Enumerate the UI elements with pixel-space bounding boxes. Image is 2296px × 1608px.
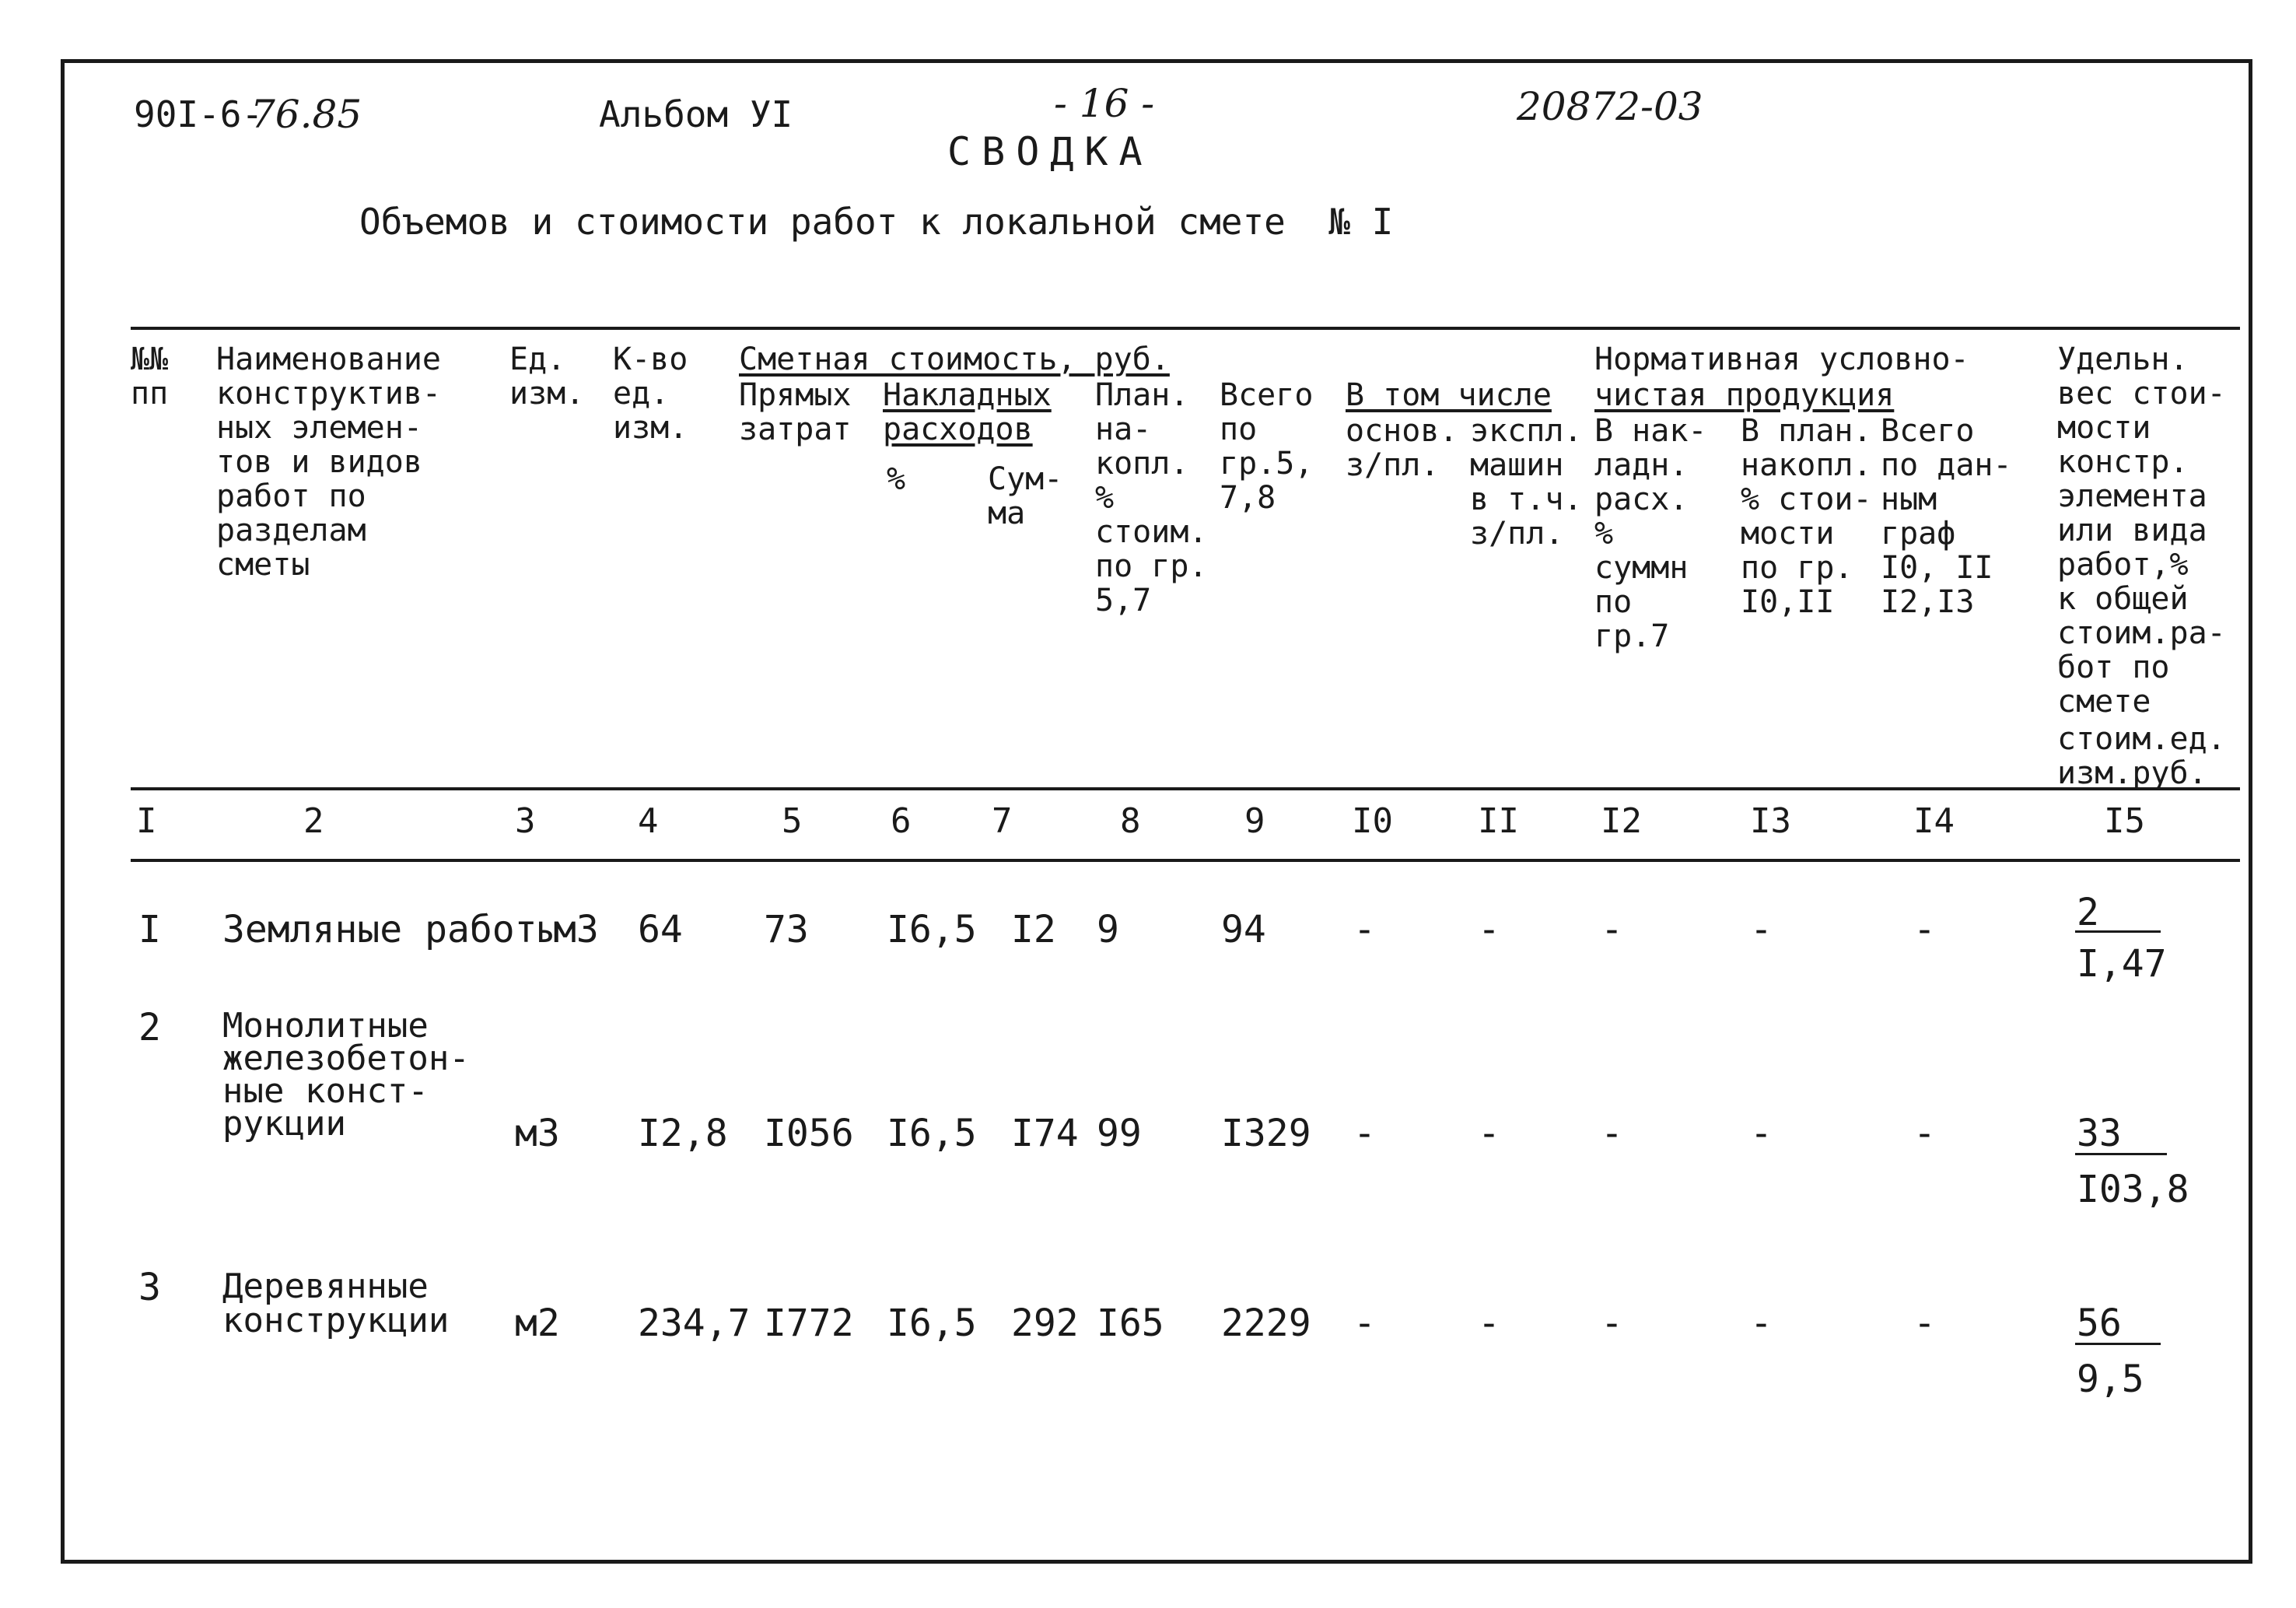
column-number-14: I4 <box>1913 801 1955 841</box>
doc-code: 90I-6- <box>134 93 264 135</box>
row-direct: I056 <box>764 1112 854 1155</box>
column-number-6: 6 <box>891 801 912 841</box>
document-title: СВОДКА <box>947 129 1153 174</box>
row-unit-cost: I03,8 <box>2077 1168 2189 1211</box>
row-unit-cost: 9,5 <box>2077 1358 2144 1401</box>
row-overhead-pct: I6,5 <box>887 1301 977 1345</box>
row-norm-total: - <box>1913 908 1936 951</box>
column-number-5: 5 <box>782 801 803 841</box>
row-machinery: - <box>1478 1301 1500 1345</box>
row-norm-overhead: - <box>1601 1301 1623 1345</box>
col-head-overhead: Накладных расходов <box>883 377 1052 447</box>
row-norm-plan: - <box>1750 908 1773 951</box>
row-total: I329 <box>1221 1112 1311 1155</box>
header-bottom-rule <box>131 787 2240 790</box>
column-number-4: 4 <box>638 801 659 841</box>
row-total: 94 <box>1221 908 1266 951</box>
row-qty: 64 <box>638 908 683 951</box>
page-number: - 16 - <box>1054 81 1155 126</box>
col-head-norm-overhead: В нак- ладн. расх. % суммн по гр.7 <box>1594 413 1707 654</box>
row-unit: м2 <box>515 1301 560 1345</box>
col-head-norm-plan: В план. накопл. % стои- мости по гр. I0,II <box>1741 413 1872 620</box>
col-head-machinery: экспл. машин в т.ч. з/пл. <box>1470 413 1583 552</box>
column-number-12: I2 <box>1601 801 1642 841</box>
row-machinery: - <box>1478 908 1500 951</box>
col-head-name: Наименование конструктив- ных элемен- тов и видов работ по разделам сметы <box>216 342 441 583</box>
table-top-rule <box>131 327 2240 330</box>
column-number-9: 9 <box>1244 801 1265 841</box>
row-norm-total: - <box>1913 1301 1936 1345</box>
row-plan: I65 <box>1097 1301 1164 1345</box>
row-share-pct: 33 <box>2077 1112 2122 1155</box>
col-head-group-incl: В том числе <box>1346 377 1552 413</box>
row-share-pct: 56 <box>2077 1301 2122 1345</box>
col-head-share-unit: стоим.ед. изм.руб. <box>2057 721 2226 791</box>
column-number-1: I <box>136 801 157 841</box>
column-number-8: 8 <box>1120 801 1141 841</box>
row-norm-plan: - <box>1750 1301 1773 1345</box>
col-head-unit: Ед. изм. <box>509 342 585 412</box>
row-number: 3 <box>138 1266 161 1309</box>
row-plan: 99 <box>1097 1112 1142 1155</box>
fraction-line <box>2075 1153 2167 1155</box>
doc-code-handwritten: 76.85 <box>250 92 362 137</box>
col-head-overhead-sum: Сум- ма <box>988 461 1063 531</box>
col-head-group-cost: Сметная стоимость, руб. <box>739 342 1170 377</box>
row-overhead-pct: I6,5 <box>887 908 977 951</box>
column-number-7: 7 <box>992 801 1013 841</box>
album-label: Альбом УI <box>599 93 793 135</box>
column-number-10: I0 <box>1352 801 1393 841</box>
col-head-norm-total: Всего по дан- ным граф I0, II I2,I3 <box>1881 413 2012 620</box>
col-head-overhead-pct: % <box>887 461 906 497</box>
row-share-pct: 2 <box>2077 891 2099 934</box>
row-machinery: - <box>1478 1112 1500 1155</box>
row-name: Деревянные конструкции <box>222 1266 450 1340</box>
row-number: I <box>138 908 161 951</box>
row-overhead-sum: I74 <box>1011 1112 1079 1155</box>
row-total: 2229 <box>1221 1301 1311 1345</box>
column-number-2: 2 <box>303 801 324 841</box>
row-plan: 9 <box>1097 908 1119 951</box>
col-head-share: Удельн. вес стои- мости констр. элемента или вида работ,% к общей стоим.ра- бот по смете <box>2057 342 2226 720</box>
row-unit-cost: I,47 <box>2077 942 2167 986</box>
column-number-3: 3 <box>515 801 536 841</box>
row-norm-total: - <box>1913 1112 1936 1155</box>
row-basic-wage: - <box>1353 1301 1376 1345</box>
row-direct: 73 <box>764 908 809 951</box>
col-head-total: Всего по гр.5, 7,8 <box>1220 377 1314 516</box>
column-number-15: I5 <box>2104 801 2145 841</box>
row-qty: 234,7 <box>638 1301 751 1345</box>
row-norm-plan: - <box>1750 1112 1773 1155</box>
row-qty: I2,8 <box>638 1112 728 1155</box>
fraction-line <box>2075 930 2161 933</box>
col-head-number: №№ пп <box>131 342 169 412</box>
col-head-direct: Прямых затрат <box>739 377 852 447</box>
row-name: Земляные работы <box>222 908 560 951</box>
col-head-group-norm: Нормативная условно- <box>1594 342 1969 377</box>
row-basic-wage: - <box>1353 1112 1376 1155</box>
row-unit: м3 <box>554 908 599 951</box>
column-number-13: I3 <box>1750 801 1791 841</box>
colnum-bottom-rule <box>131 859 2240 862</box>
row-overhead-pct: I6,5 <box>887 1112 977 1155</box>
col-head-basic-wage: основ. з/пл. <box>1346 413 1458 483</box>
row-norm-overhead: - <box>1601 908 1623 951</box>
row-norm-overhead: - <box>1601 1112 1623 1155</box>
row-unit: м3 <box>515 1112 560 1155</box>
row-overhead-sum: 292 <box>1011 1301 1079 1345</box>
row-name: Монолитные железобетон- ные конст- рукции <box>222 1006 470 1144</box>
project-number: 20872-03 <box>1517 84 1703 129</box>
col-head-qty: К-во ед. изм. <box>613 342 688 446</box>
col-head-group-norm2: чистая продукция <box>1594 377 1895 413</box>
document-subtitle: Объемов и стоимости работ к локальной смете № I <box>359 201 1394 243</box>
column-number-11: II <box>1478 801 1519 841</box>
row-basic-wage: - <box>1353 908 1376 951</box>
row-overhead-sum: I2 <box>1011 908 1056 951</box>
row-direct: I772 <box>764 1301 854 1345</box>
fraction-line <box>2075 1343 2161 1345</box>
col-head-plan: План. на- копл. % стоим. по гр. 5,7 <box>1095 377 1208 618</box>
row-number: 2 <box>138 1006 161 1049</box>
